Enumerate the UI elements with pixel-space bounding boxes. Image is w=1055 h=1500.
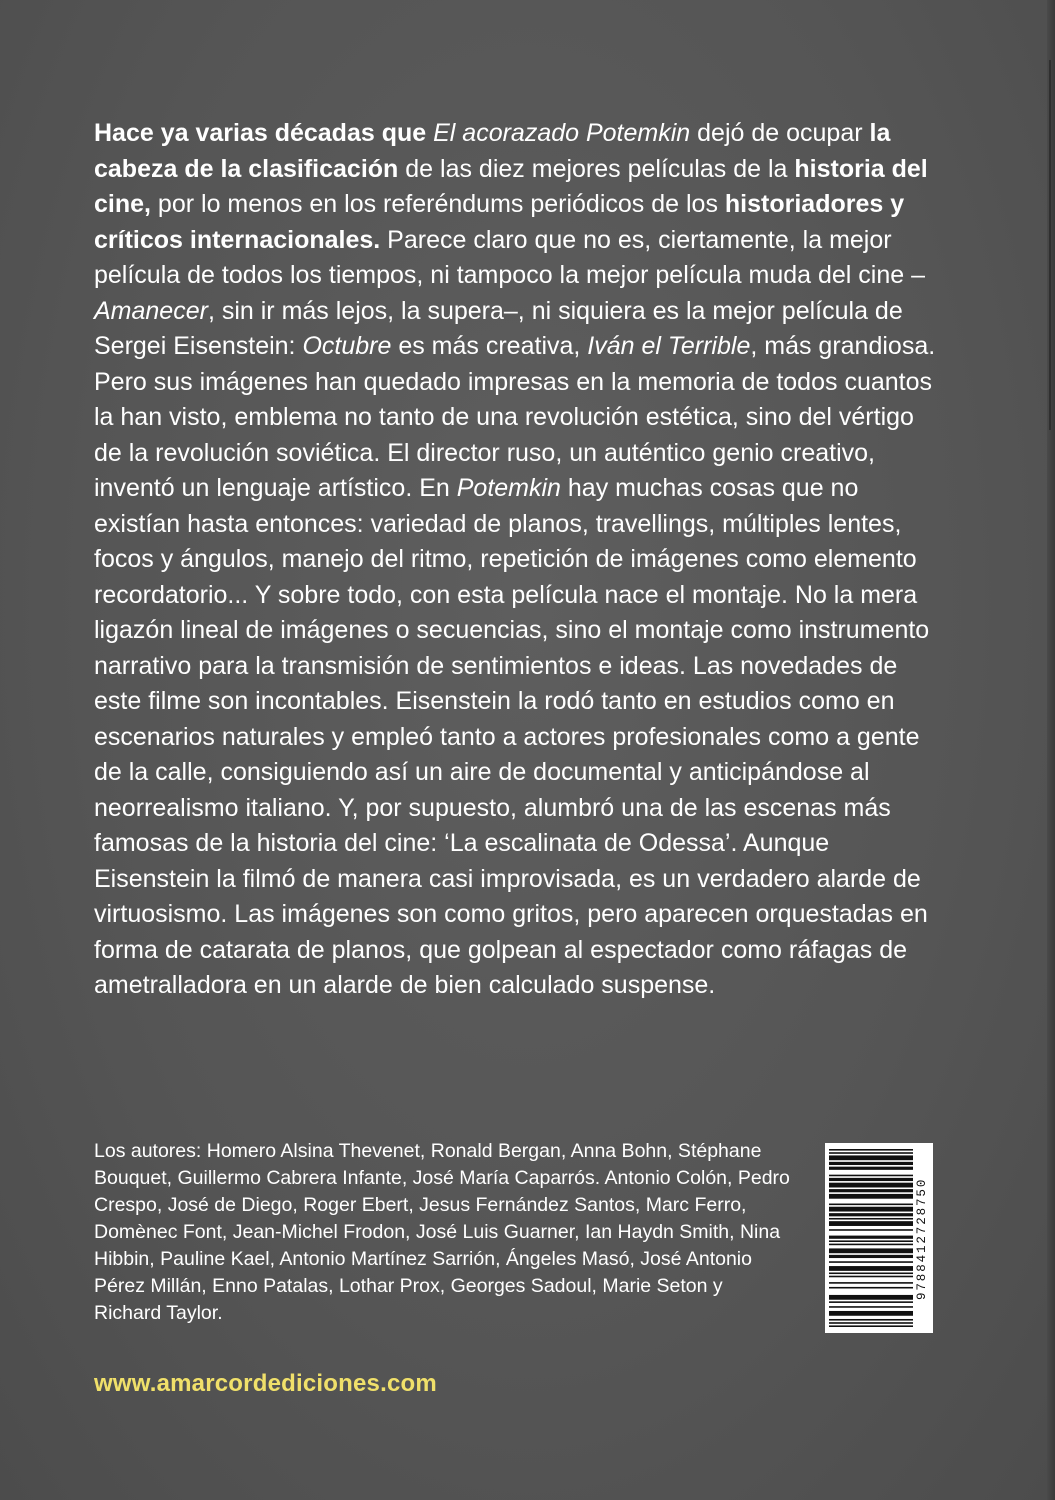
synopsis-segment: , sin ir más lejos, la supera–, ni siquiera es la mejor película de Sergei Eisenstein: [94, 296, 903, 360]
synopsis-text [94, 116, 944, 1004]
barcode-bar [829, 1218, 913, 1220]
film-title: Potemkin [456, 474, 561, 502]
barcode-bar [829, 1325, 913, 1327]
barcode-bar [829, 1287, 913, 1289]
barcode-bar [829, 1272, 913, 1274]
synopsis-segment: dejó de ocupar [690, 119, 870, 147]
barcode-bar [829, 1295, 913, 1300]
synopsis-segment: , más grandiosa. Pero sus imágenes han quedado impresas en la memoria de todos cuantos la han visto, emblema no tanto de una revolución estética, sino del vértigo de la revolución soviética. El director ruso, un auténtico genio creativo, inventó un lenguaje artístico. En [94, 332, 936, 502]
isbn-digits: 9788412728750 [915, 1177, 929, 1301]
synopsis-bold: historiadores y críticos internacionales. [94, 190, 905, 254]
barcode-bar [829, 1311, 913, 1316]
synopsis-lead: Hace ya varias décadas que [94, 119, 427, 147]
barcode-bar [829, 1261, 913, 1263]
barcode-bar [829, 1322, 913, 1324]
barcode-bar [829, 1162, 913, 1165]
barcode-bar [829, 1240, 913, 1242]
film-title: Amanecer [94, 296, 208, 325]
synopsis-segment: hay muchas cosas que no existían hasta entonces: variedad de planos, travellings, múltiples lentes, focos y ángulos, manejo del ritmo, repetición de imágenes como elemento recordatorio... Y sobre todo, con esta película nace el montaje. No la mera ligazón lineal de imágenes o secuencias, sino el montaje como instrumento narrativo para la transmisión de sentimientos e ideas. Las novedades de este filme son incontables. Eisenstein la rodó tanto en estudios como en escenarios naturales y empleó tanto a actores profesionales como a gente de la calle, consiguiendo así un aire de documental y anticipándose al neorrealismo italiano. Y, por supuesto, alumbró una de las escenas más famosas de la historia del cine: ‘La escalinata de Odessa’. Aunque Eisenstein la filmó de manera casi improvisada, es un verdadero alarde de virtuosismo. Las imágenes son como gritos, pero aparecen orquestadas en forma de catarata de planos, que golpean al espectador como ráfagas de ametralladora en un alarde de bien calculado suspense. [94, 474, 930, 999]
isbn-barcode [825, 1143, 933, 1333]
barcode-bar [829, 1149, 913, 1151]
barcode-bar [829, 1244, 913, 1246]
synopsis-segment: Parece claro que no es, ciertamente, la mejor película de todos los tiempos, ni tampoco la mejor película muda del cine – [94, 225, 926, 289]
barcode-bar [829, 1248, 913, 1253]
barcode-bar [829, 1276, 913, 1278]
barcode-bar [829, 1175, 913, 1177]
authors-list: Los autores: Homero Alsina Thevenet, Ronald Bergan, Anna Bohn, Stéphane Bouquet, Guillermo Cabrera Infante, José María Caparrós. Antonio Colón, Pedro Crespo, José de Diego, Roger Ebert, Jesus Fernández Santos, Marc Ferro, Domènec Font, Jean-Michel Frodon, José Luis Guarner, Ian Haydn Smith, Nina Hibbin, Pauline Kael, Antonio Martínez Sarrión, Ángeles Masó, José Antonio Pérez Millán, Enno Patalas, Lothar Prox, Georges Sadoul, Marie Seton y Richard Taylor. [94, 1140, 790, 1324]
film-title: El acorazado Potemkin [433, 119, 691, 147]
barcode-bar [829, 1178, 913, 1181]
synopsis-segment: es más creativa, [391, 332, 588, 360]
film-title: Octubre [302, 332, 392, 360]
barcode-bar [829, 1189, 913, 1192]
publisher-website[interactable]: www.amarcordediciones.com [94, 1370, 437, 1397]
barcode-bar [829, 1207, 913, 1212]
barcode-bar [829, 1319, 913, 1321]
barcode-bar [829, 1152, 913, 1154]
barcode-bar [829, 1266, 913, 1271]
spine-crease [1049, 60, 1051, 430]
synopsis-segment: por lo menos en los referéndums periódicos de los [150, 190, 725, 218]
barcode-bar [829, 1213, 913, 1216]
barcode-bar [829, 1282, 913, 1284]
barcode-bar [829, 1255, 913, 1258]
barcode-bar [829, 1221, 913, 1226]
synopsis-segment: de las diez mejores películas de la [398, 154, 795, 183]
barcode-bar [829, 1301, 913, 1303]
barcode-bar [829, 1183, 913, 1188]
barcode-bar [829, 1204, 913, 1206]
barcode-bar [829, 1236, 913, 1239]
barcode-bar [829, 1229, 913, 1231]
synopsis-bold: historia del cine, [94, 154, 928, 218]
barcode-bar [829, 1194, 913, 1199]
synopsis-bold: la cabeza de la clasificación [94, 119, 891, 183]
barcode-bar [829, 1155, 913, 1160]
film-title: Iván el Terrible [587, 332, 751, 360]
barcode-bar [829, 1167, 913, 1170]
barcode-bar [829, 1306, 913, 1308]
